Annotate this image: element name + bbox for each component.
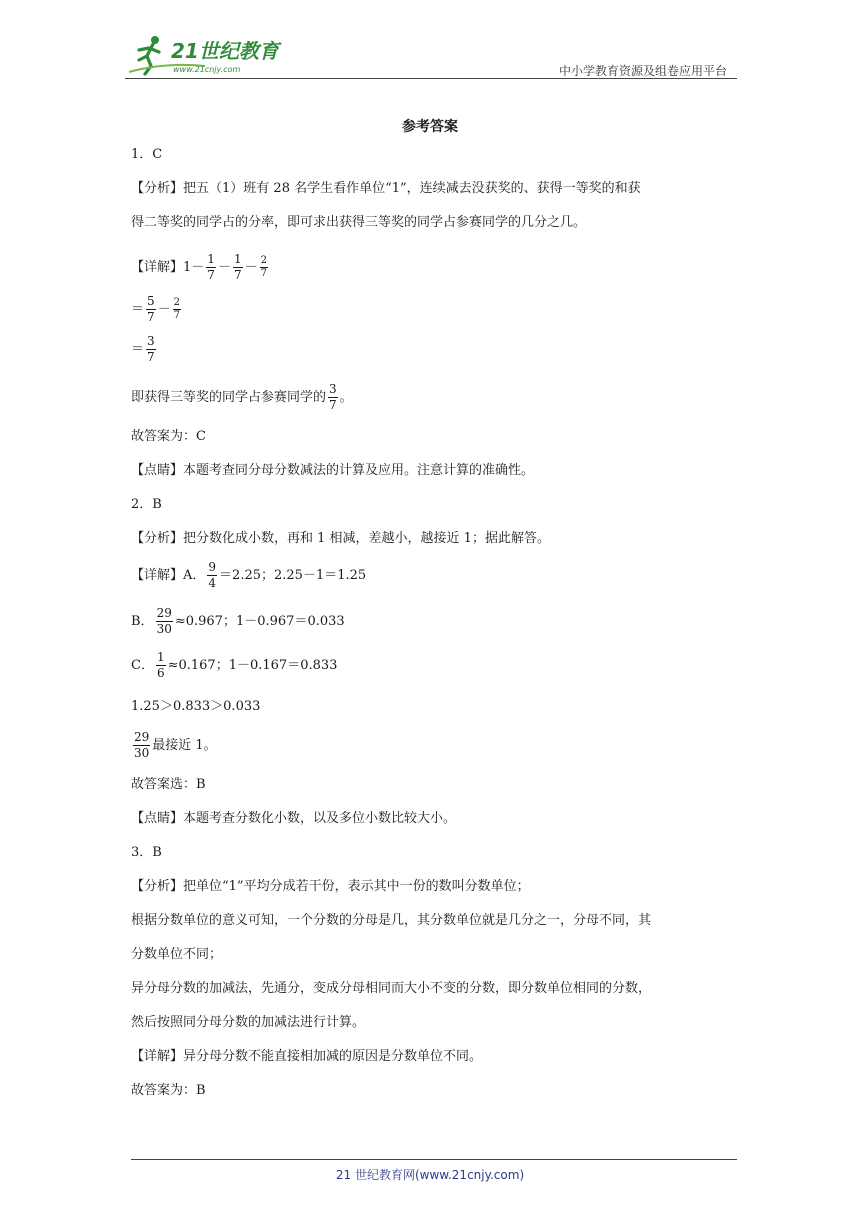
option-c-calc: ≈0.167；1－0.167＝0.833 (167, 658, 338, 673)
q1-final: 故答案为：C (131, 429, 206, 444)
q3-detail (131, 1048, 482, 1066)
q1-answer: 1．C (131, 147, 163, 162)
comment-tag: 【点睛】 (131, 463, 184, 478)
q3-answer: 3．B (131, 845, 162, 860)
fraction-9-4: $\frac{9}{4}$ (208, 560, 217, 590)
q1-expr-one: 1－ (183, 260, 205, 275)
option-c-label: C． (131, 658, 154, 673)
conclusion-text: 即获得三等奖的同学占参赛同学的 (131, 390, 327, 405)
q2-detail-a (131, 560, 366, 591)
q3-analysis-line3: 分数单位不同； (131, 947, 223, 962)
nearest-text: 最接近 1。 (152, 738, 217, 753)
analysis-tag: 【分析】 (131, 181, 184, 196)
fraction-5-7: $\frac{5}{7}$ (147, 294, 155, 324)
q1-detail-line3 (131, 334, 158, 365)
option-a-label: A． (183, 568, 206, 583)
q3-analysis-line2: 根据分数单位的意义可知，一个分数的分母是几，其分数单位就是几分之一，分母不同，其 (131, 913, 652, 928)
q2-detail-b (131, 606, 345, 637)
minus-sign: － (157, 302, 171, 317)
equals-sign: ＝ (131, 342, 145, 357)
q2-comment (131, 810, 456, 828)
logo-url: www.21cnjy.com (173, 65, 241, 74)
footer-divider (131, 1159, 737, 1160)
detail-tag: 【详解】 (131, 568, 184, 583)
q2-analysis-text: 把分数化成小数，再和 1 相减，差越小，越接近 1；据此解答。 (183, 531, 550, 546)
q2-comment-text: 本题考查分数化小数，以及多位小数比较大小。 (183, 811, 457, 826)
q3-final: 故答案为：B (131, 1083, 206, 1098)
q2-final: 故答案选：B (131, 777, 206, 792)
q3-analysis-text1: 把单位“1”平均分成若干份，表示其中一份的数叫分数单位； (183, 879, 530, 894)
logo-name: 21世纪教育 (171, 39, 279, 63)
q1-analysis-line1 (131, 180, 641, 198)
minus-sign: － (217, 260, 231, 275)
analysis-tag: 【分析】 (131, 531, 184, 546)
q2-compare: 1.25＞0.833＞0.033 (131, 699, 261, 714)
q1-conclusion (131, 382, 353, 413)
q1-analysis-text1: 把五（1）班有 28 名学生看作单位“1”，连续减去没获奖的、获得一等奖的和获 (183, 181, 641, 196)
period: 。 (339, 390, 353, 405)
equals-sign: ＝ (131, 302, 145, 317)
fraction-1-7: $\frac{1}{7}$ (207, 252, 215, 282)
analysis-tag: 【分析】 (131, 879, 184, 894)
fraction-29-30: $\frac{29}{30}$ (156, 606, 172, 636)
fraction-2-7: $\frac{2}{7}$ (173, 297, 181, 321)
detail-tag: 【详解】 (131, 260, 184, 275)
q1-detail-line2 (131, 294, 183, 325)
page-header (125, 30, 737, 78)
option-b-calc: ≈0.967；1－0.967＝0.033 (174, 614, 345, 629)
page-title: 参考答案 (402, 119, 458, 135)
site-logo (125, 32, 295, 76)
q2-detail-c (131, 650, 337, 681)
option-b-label: B． (131, 614, 154, 629)
q2-nearest (131, 730, 217, 761)
q3-analysis-line4: 异分母分数的加减法，先通分，变成分母相同而大小不变的分数，即分数单位相同的分数， (131, 981, 652, 996)
q3-analysis-line5: 然后按照同分母分数的加减法进行计算。 (131, 1015, 366, 1030)
q1-detail-line1 (131, 252, 270, 283)
fraction-2-7: $\frac{2}{7}$ (260, 255, 267, 279)
q1-comment-text: 本题考查同分母分数减法的计算及应用。注意计算的准确性。 (183, 463, 535, 478)
fraction-3-7: $\frac{3}{7}$ (329, 382, 337, 412)
q1-analysis-line2: 得二等奖的同学占的分率，即可求出获得三等奖的同学占参赛同学的几分之几。 (131, 215, 587, 230)
q3-detail-text: 异分母分数不能直接相加减的原因是分数单位不同。 (183, 1049, 483, 1064)
q2-analysis (131, 530, 550, 548)
fraction-29-30: $\frac{29}{30}$ (134, 730, 150, 760)
page-footer: 21 世纪教育网(www.21cnjy.com) (335, 1168, 525, 1182)
header-slogan: 中小学教育资源及组卷应用平台 (558, 64, 727, 78)
detail-tag: 【详解】 (131, 1049, 184, 1064)
fraction-3-7: $\frac{3}{7}$ (147, 334, 155, 364)
fraction-1-7: $\frac{1}{7}$ (233, 252, 242, 282)
q1-comment (131, 462, 534, 480)
fraction-1-6: $\frac{1}{6}$ (156, 650, 165, 680)
comment-tag: 【点睛】 (131, 811, 184, 826)
option-a-calc: ＝2.25；2.25－1＝1.25 (219, 568, 367, 583)
minus-sign: － (244, 260, 258, 275)
header-divider (125, 78, 737, 79)
q2-answer: 2．B (131, 497, 162, 512)
q3-analysis-line1 (131, 878, 530, 896)
